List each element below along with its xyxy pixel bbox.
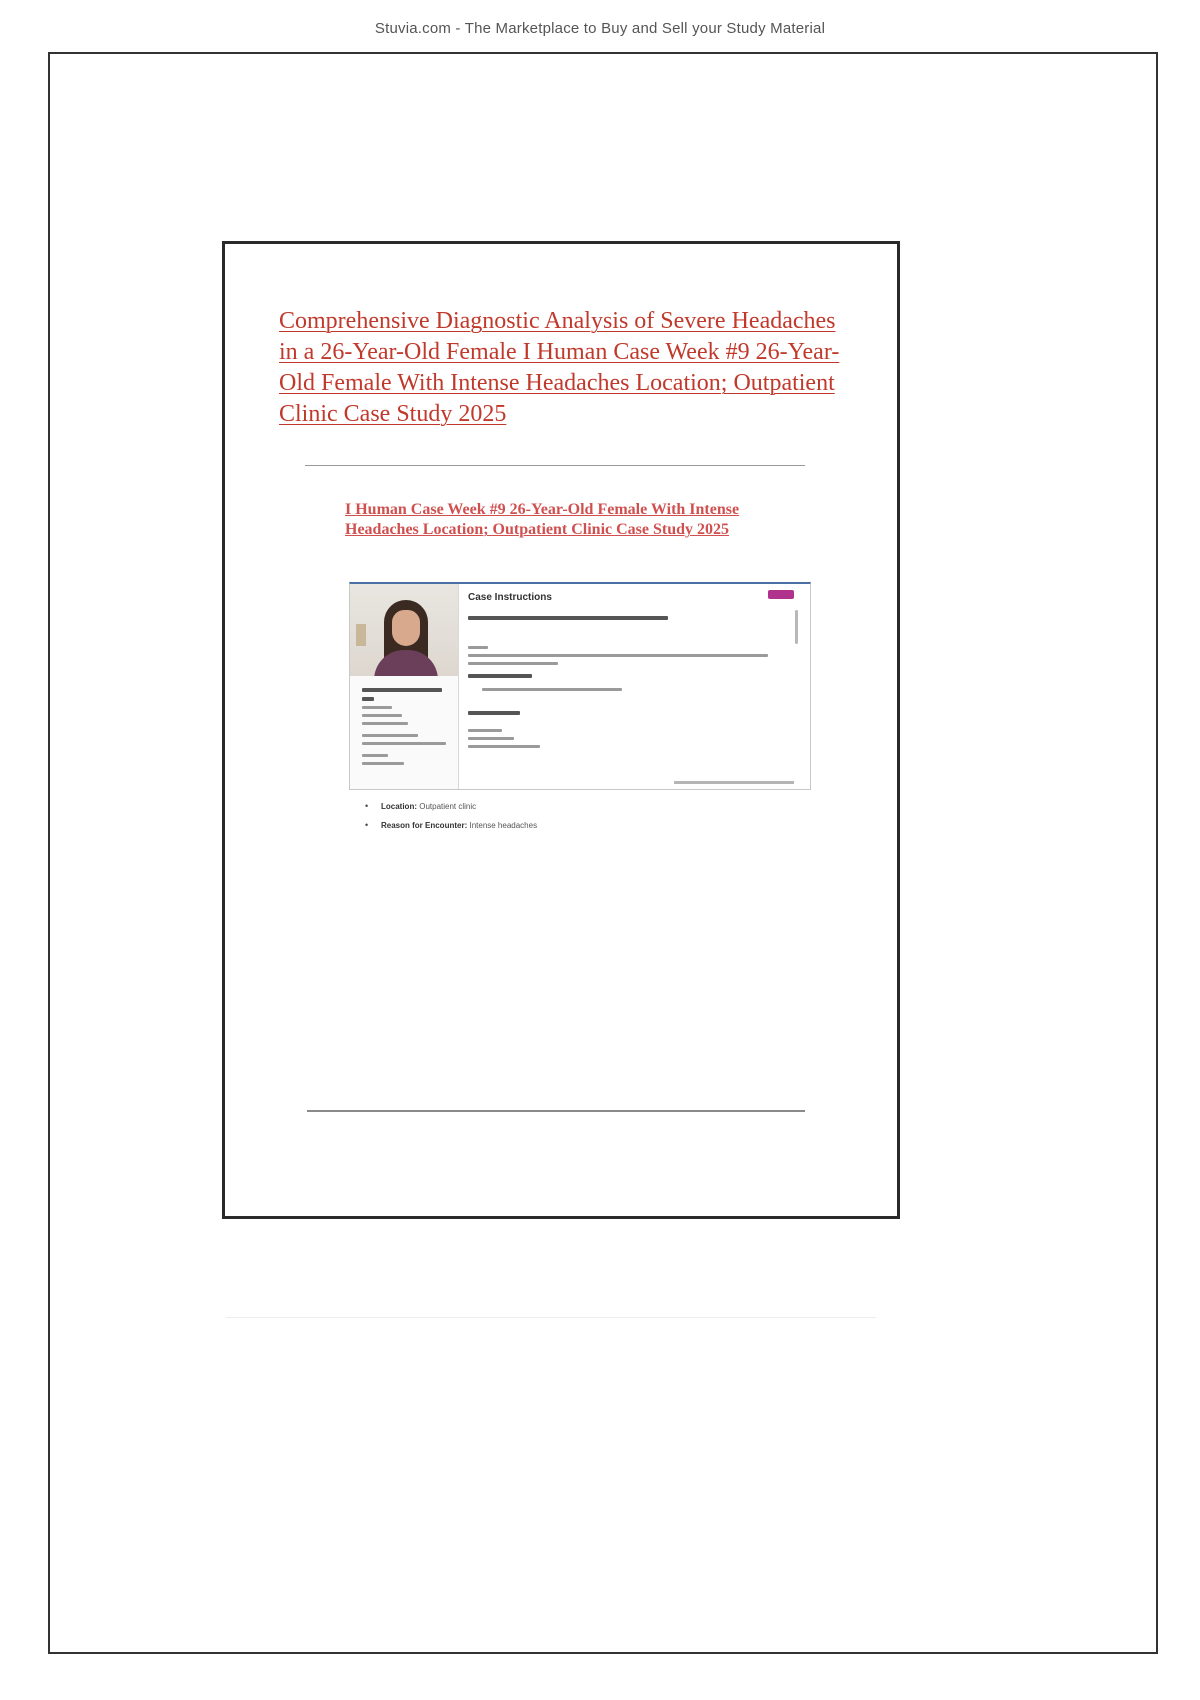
document-title: Comprehensive Diagnostic Analysis of Severe Headaches in a 26-Year-Old Female I Human Case Week #9 26-Year-Old Female With Intense Headaches Location; Outpatient Clinic Case Study 2025 (279, 308, 840, 427)
site-header: Stuvia.com - The Marketplace to Buy and Sell your Study Material (374, 20, 826, 37)
status-badge (768, 590, 794, 599)
case-screenshot (349, 582, 811, 790)
list-item: • Location: Outpatient clinic (365, 797, 765, 816)
patient-photo (350, 584, 458, 676)
document-subtitle: I Human Case Week #9 26-Year-Old Female With Intense Headaches Location; Outpatient Clinic Case Study 2025 (345, 501, 740, 538)
patient-panel (350, 584, 459, 790)
instructions-panel (468, 584, 802, 790)
instructions-text-illegible (468, 616, 768, 753)
encounter-details-list (365, 797, 765, 835)
patient-info-illegible (362, 688, 448, 770)
scrollbar (795, 610, 798, 644)
bottom-divider (307, 1110, 805, 1112)
faint-divider (226, 1317, 876, 1318)
page-frame (48, 52, 1158, 1654)
document-preview (222, 241, 900, 1219)
list-item: • Reason for Encounter: Intense headaches (365, 816, 765, 835)
top-divider (305, 465, 805, 466)
footer-text-illegible (674, 781, 794, 784)
instructions-title: Case Instructions (468, 592, 552, 603)
